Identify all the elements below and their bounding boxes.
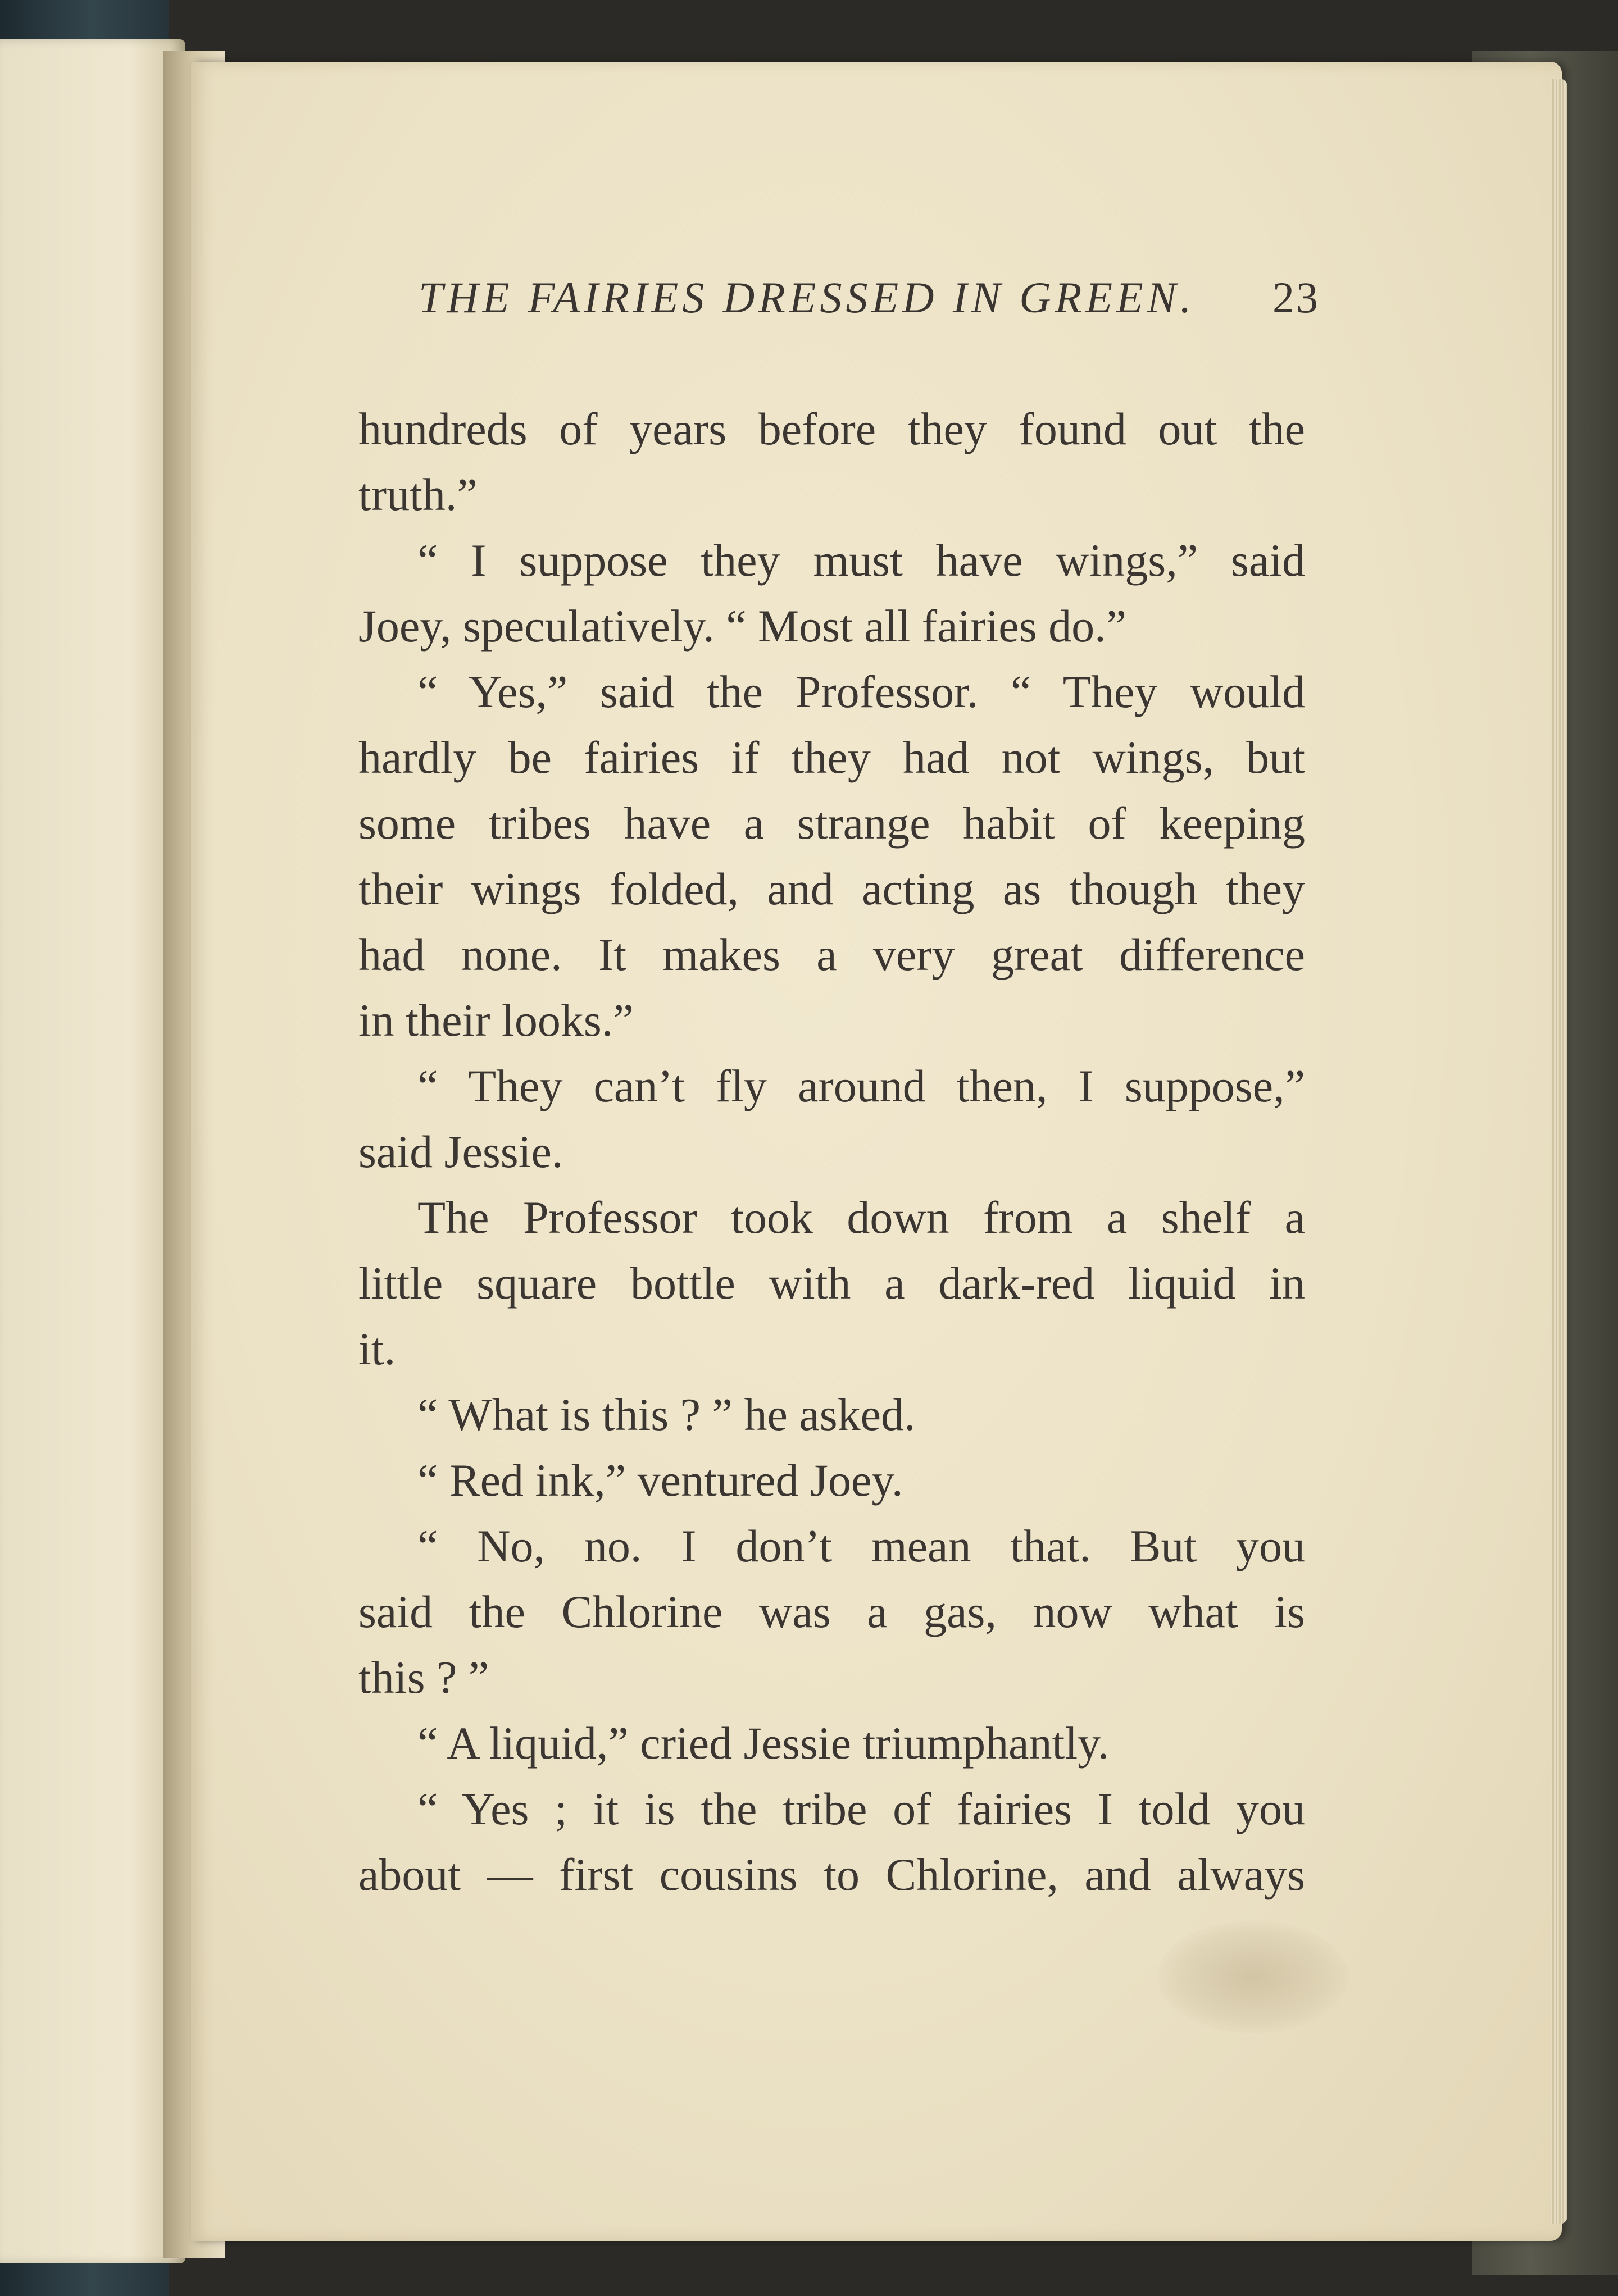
text-line: truth.”: [358, 469, 478, 520]
left-page-edge: [0, 39, 185, 2263]
text-line: “ They can’t fly around then, I suppose,”: [417, 1060, 1305, 1111]
text-line: said the Chlorine was a gas, now what is: [358, 1586, 1305, 1637]
text-line: in their looks.”: [358, 995, 634, 1046]
text-line: about — first cousins to Chlorine, and always: [358, 1849, 1305, 1900]
text-line: “ Red ink,” ventured Joey.: [417, 1455, 903, 1506]
running-head: [419, 272, 1320, 334]
text-line: hardly be fairies if they had not wings, but: [358, 732, 1305, 783]
text-line: “ Yes ; it is the tribe of fairies I told you: [417, 1783, 1305, 1834]
text-line: “ A liquid,” cried Jessie triumphantly.: [417, 1718, 1110, 1769]
text-line: their wings folded, and acting as though they: [358, 863, 1305, 914]
text-line: The Professor took down from a shelf a: [417, 1192, 1305, 1243]
text-line: Joey, speculatively. “ Most all fairies do.”: [358, 600, 1127, 652]
text-line: it.: [358, 1323, 396, 1374]
page-smudge: [1157, 1921, 1348, 2033]
body-text: [358, 396, 1305, 1907]
text-line: hundreds of years before they found out the: [358, 403, 1305, 454]
running-title: THE FAIRIES DRESSED IN GREEN.: [419, 273, 1196, 322]
text-line: this ? ”: [358, 1652, 489, 1703]
text-line: some tribes have a strange habit of keeping: [358, 798, 1305, 849]
text-line: “ I suppose they must have wings,” said: [417, 535, 1305, 586]
text-line: little square bottle with a dark-red liquid in: [358, 1258, 1305, 1309]
page-edges: [1551, 79, 1567, 2224]
text-line: said Jessie.: [358, 1126, 563, 1177]
text-line: had none. It makes a very great difference: [358, 929, 1305, 980]
page-number: 23: [1272, 273, 1320, 322]
text-line: “ Yes,” said the Professor. “ They would: [417, 666, 1305, 717]
text-line: “ No, no. I don’t mean that. But you: [417, 1520, 1305, 1571]
text-line: “ What is this ? ” he asked.: [417, 1389, 916, 1440]
